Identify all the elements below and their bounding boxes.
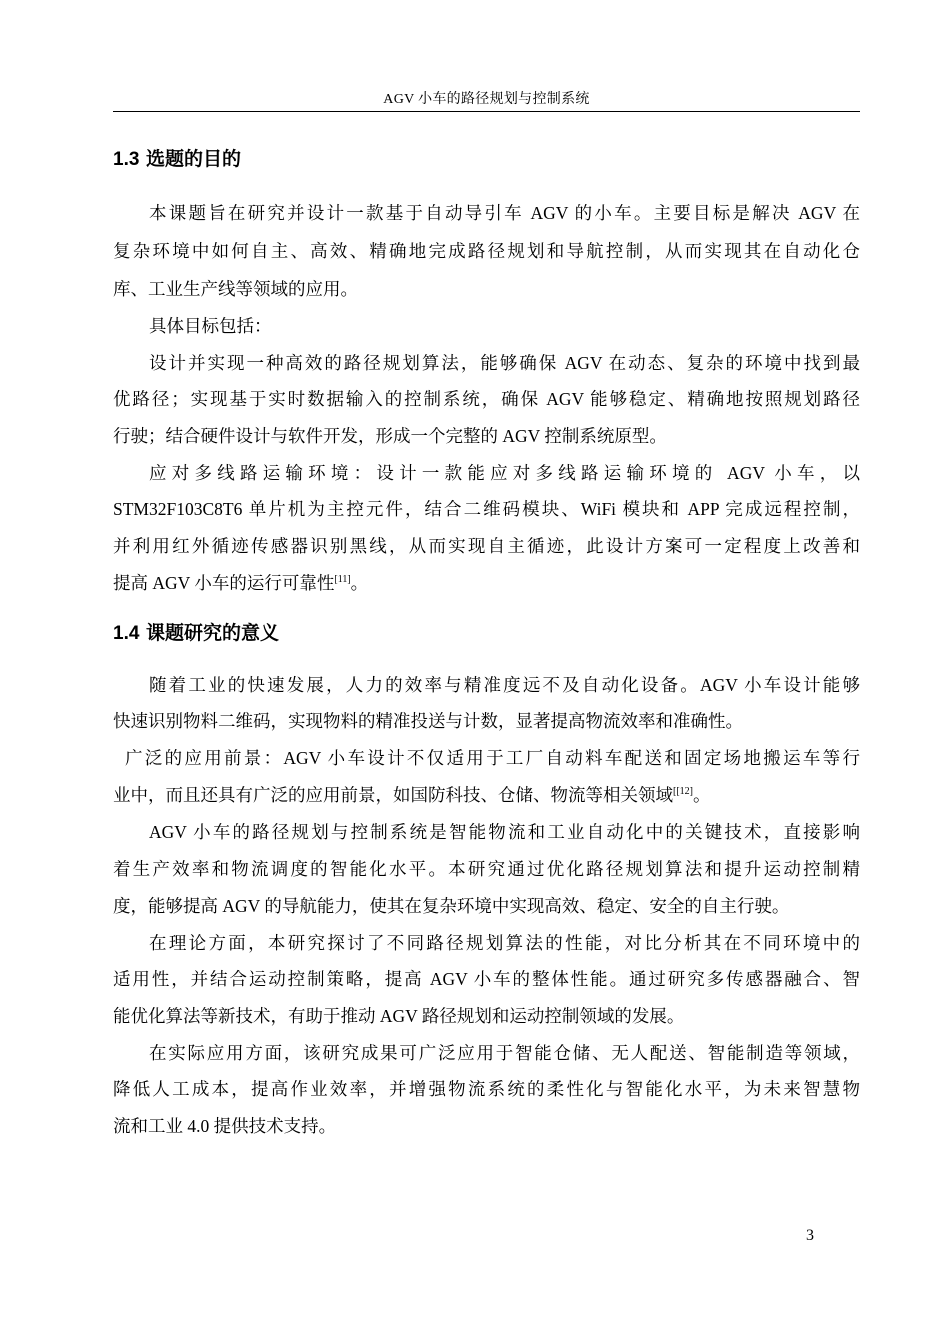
header-rule [113, 111, 860, 112]
paragraph-line-with-citation [113, 782, 860, 808]
paragraph-line: 降低人工成本，提高作业效率，并增强物流系统的柔性化与智能化水平，为未来智慧物 [113, 1079, 860, 1099]
paragraph-line: 流和工业 4.0 提供技术支持。 [113, 1116, 337, 1136]
running-header: AGV 小车的路径规划与控制系统 [383, 92, 590, 107]
line-tail: 。 [350, 573, 369, 593]
paragraph-line: 度，能够提高 AGV 的导航能力，使其在复杂环境中实现高效、稳定、安全的自主行驶。 [113, 896, 790, 916]
paragraph-line: 适用性，并结合运动控制策略，提高 AGV 小车的整体性能。通过研究多传感器融合、智 [113, 969, 860, 989]
citation-ref: [[12] [673, 786, 693, 797]
paragraph-line: 复杂环境中如何自主、高效、精确地完成路径规划和导航控制，从而实现其在自动化仓 [113, 241, 860, 261]
paragraph-line: 着生产效率和物流调度的智能化水平。本研究通过优化路径规划算法和提升运动控制精 [113, 859, 860, 879]
section-heading-1-4 [113, 620, 279, 647]
page-number: 3 [806, 1227, 814, 1244]
paragraph-line: 随着工业的快速发展，人力的效率与精准度远不及自动化设备。AGV 小车设计能够 [149, 675, 860, 695]
paragraph-line: 快速识别物料二维码，实现物料的精准投送与计数，显著提高物流效率和准确性。 [113, 711, 743, 731]
paragraph-line-with-citation [113, 570, 860, 596]
paragraph-line: 在实际应用方面，该研究成果可广泛应用于智能仓储、无人配送、智能制造等领域， [149, 1043, 860, 1063]
paragraph-line: 广泛的应用前景：AGV 小车设计不仅适用于工厂自动料车配送和固定场地搬运车等行 [125, 748, 860, 768]
paragraph-line: 优路径；实现基于实时数据输入的控制系统，确保 AGV 能够稳定、精确地按照规划路径 [113, 389, 860, 409]
paragraph-line: AGV 小车的路径规划与控制系统是智能物流和工业自动化中的关键技术，直接影响 [149, 822, 860, 842]
section-number: 1.4 [113, 623, 140, 644]
section-number: 1.3 [113, 149, 140, 170]
section-heading-1-3 [113, 146, 241, 173]
line-text: 提高 AGV 小车的运行可靠性 [113, 573, 335, 593]
paragraph-line: 能优化算法等新技术，有助于推动 AGV 路径规划和运动控制领域的发展。 [113, 1006, 685, 1026]
paragraph-line: 具体目标包括： [149, 316, 272, 336]
section-title: 课题研究的意义 [146, 622, 280, 644]
line-text: 业中，而且还具有广泛的应用前景，如国防科技、仓储、物流等相关领域 [113, 785, 673, 805]
paragraph-line: 行驶；结合硬件设计与软件开发，形成一个完整的 AGV 控制系统原型。 [113, 426, 667, 446]
paragraph-line: 设计并实现一种高效的路径规划算法，能够确保 AGV 在动态、复杂的环境中找到最 [149, 353, 860, 373]
citation-ref: [11] [334, 574, 351, 585]
paragraph-line: 本课题旨在研究并设计一款基于自动导引车 AGV 的小车。主要目标是解决 AGV 在 [149, 203, 860, 223]
paragraph-line: 库、工业生产线等领域的应用。 [113, 279, 358, 299]
paragraph-line: 应对多线路运输环境：设计一款能应对多线路运输环境的 AGV 小车，以 [149, 463, 860, 483]
paragraph-line: STM32F103C8T6 单片机为主控元件，结合二维码模块、WiFi 模块和 APP 完成远程控制， [113, 499, 860, 519]
section-title: 选题的目的 [146, 148, 242, 170]
paragraph-line: 并利用红外循迹传感器识别黑线，从而实现自主循迹，此设计方案可一定程度上改善和 [113, 536, 860, 556]
paragraph-line: 在理论方面，本研究探讨了不同路径规划算法的性能，对比分析其在不同环境中的 [149, 933, 860, 953]
line-tail: 。 [693, 785, 711, 805]
